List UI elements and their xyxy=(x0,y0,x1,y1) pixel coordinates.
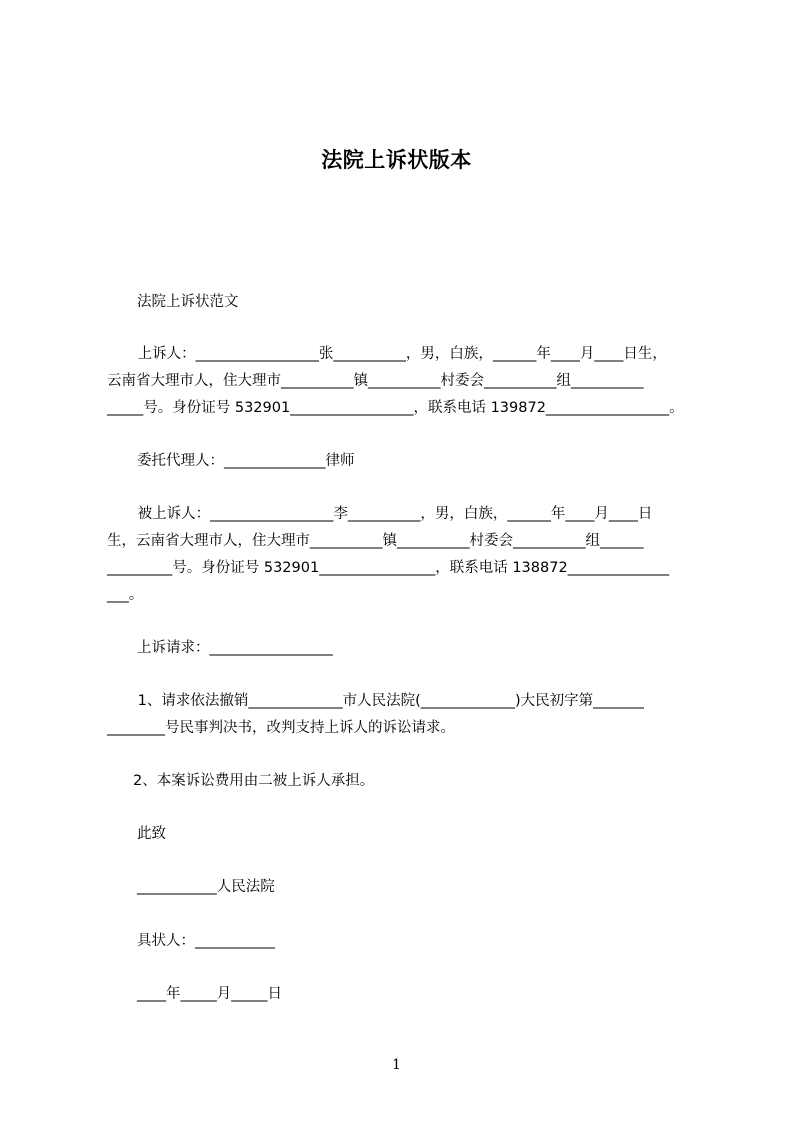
appellee-line-2: 生，云南省大理市人，住大理市__________镇__________村委会__________组______ xyxy=(107,533,644,549)
section-heading: 法院上诉状范文 xyxy=(137,294,239,310)
closing-salutation: 此致 xyxy=(137,826,166,842)
request-1-line-2: ________号民事判决书，改判支持上诉人的诉讼请求。 xyxy=(107,720,455,736)
signer-line: 具状人：___________ xyxy=(137,933,275,949)
request-2: 2、本案诉讼费用由二被上诉人承担。 xyxy=(133,773,375,789)
date-line: ____年_____月_____日 xyxy=(137,986,282,1002)
agent-line: 委托代理人：______________律师 xyxy=(137,453,355,469)
page-number: 1 xyxy=(392,1057,401,1073)
requests-label: 上诉请求：_________________ xyxy=(137,640,333,656)
appellant-line-2: 云南省大理市人，住大理市__________镇__________村委会__________组__________ xyxy=(107,373,644,389)
appellant-line-1: 上诉人：_________________张__________，男，白族，______年____月____日生， xyxy=(133,346,667,362)
appellant-line-3: _____号。身份证号 532901_________________，联系电话 139872_________________。 xyxy=(107,400,684,416)
appellee-line-3: _________号。身份证号 532901________________，联系电话 138872______________ xyxy=(107,560,670,576)
request-1-line-1: 1、请求依法撤销_____________市人民法院(_____________)大民初字第_______ xyxy=(133,693,644,709)
court-name-line: ___________人民法院 xyxy=(137,879,275,895)
appellee-line-4: ___。 xyxy=(107,587,144,603)
document-title: 法院上诉状版本 xyxy=(321,148,472,172)
appellee-line-1: 被上诉人：_________________李__________，男，白族，______年____月____日 xyxy=(133,506,653,522)
